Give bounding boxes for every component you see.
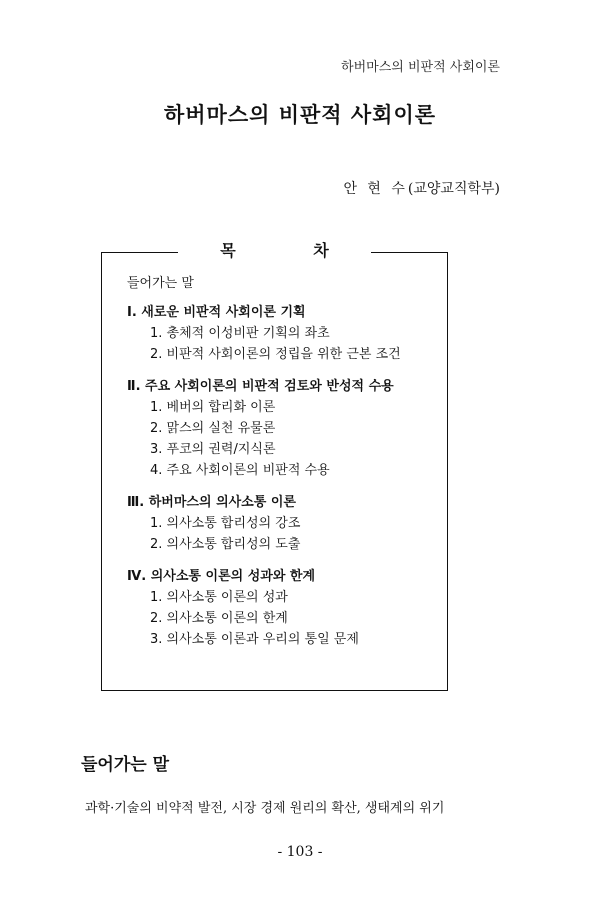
toc-section: 2. 의사소통 합리성의 도출 bbox=[150, 537, 301, 552]
toc-chapter: Ⅳ. 의사소통 이론의 성과와 한계 bbox=[127, 569, 316, 584]
toc-section: 3. 푸코의 권력/지식론 bbox=[150, 442, 276, 457]
toc-section: 2. 의사소통 이론의 한계 bbox=[150, 611, 288, 626]
table-of-contents bbox=[101, 241, 448, 691]
toc-section: 1. 의사소통 합리성의 강조 bbox=[150, 516, 301, 531]
author-name: 안 현 수 bbox=[343, 181, 408, 197]
toc-section: 4. 주요 사회이론의 비판적 수용 bbox=[150, 463, 330, 478]
running-header: 하버마스의 비판적 사회이론 bbox=[341, 60, 500, 75]
toc-section: 2. 맑스의 실천 유물론 bbox=[150, 421, 276, 436]
toc-section: 3. 의사소통 이론과 우리의 통일 문제 bbox=[150, 632, 359, 647]
toc-chapter: Ⅰ. 새로운 비판적 사회이론 기획 bbox=[127, 305, 306, 320]
toc-heading-wrap bbox=[102, 241, 447, 261]
page-number: - 103 - bbox=[277, 844, 323, 860]
body-paragraph: 과학·기술의 비약적 발전, 시장 경제 원리의 확산, 생태계의 위기 bbox=[85, 801, 445, 816]
toc-section: 1. 의사소통 이론의 성과 bbox=[150, 590, 288, 605]
toc-chapter: Ⅲ. 하버마스의 의사소통 이론 bbox=[127, 495, 296, 510]
toc-list bbox=[127, 273, 437, 650]
author-affiliation: (교양교직학부) bbox=[407, 181, 500, 197]
toc-heading: 목 차 bbox=[178, 241, 370, 260]
section-heading: 들어가는 말 bbox=[81, 755, 170, 775]
toc-chapter: Ⅱ. 주요 사회이론의 비판적 검토와 반성적 수용 bbox=[127, 379, 394, 394]
toc-section: 1. 베버의 합리화 이론 bbox=[150, 400, 276, 415]
author-line bbox=[343, 178, 500, 198]
toc-section: 1. 총체적 이성비판 기획의 좌초 bbox=[150, 326, 330, 341]
toc-intro: 들어가는 말 bbox=[127, 276, 194, 291]
toc-section: 2. 비판적 사회이론의 정립을 위한 근본 조건 bbox=[150, 347, 401, 362]
page-title: 하버마스의 비판적 사회이론 bbox=[163, 102, 437, 127]
